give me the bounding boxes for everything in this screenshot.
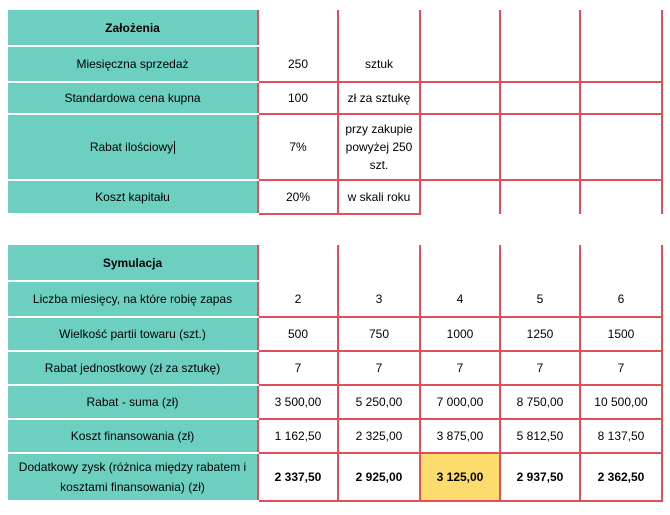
cell[interactable] (420, 180, 500, 214)
assumption-row (8, 114, 662, 180)
assumption-value[interactable]: 100 (258, 82, 338, 114)
simulation-value[interactable]: 7 (500, 351, 580, 385)
simulation-value[interactable]: 2 937,50 (500, 453, 580, 501)
cell[interactable] (258, 245, 338, 281)
cell[interactable] (420, 10, 500, 46)
simulation-value[interactable]: 5 (500, 281, 580, 317)
simulation-row (8, 281, 662, 317)
simulation-value[interactable]: 10 500,00 (580, 385, 662, 419)
assumptions-header-row (8, 10, 662, 46)
simulation-value[interactable]: 7 (338, 351, 420, 385)
cell[interactable] (420, 46, 500, 82)
cell[interactable] (500, 245, 580, 281)
assumption-row (8, 46, 662, 82)
simulation-value-highlighted[interactable]: 3 125,00 (420, 453, 500, 501)
cell[interactable] (500, 46, 580, 82)
simulation-label[interactable]: Dodatkowy zysk (różnica między rabatem i kosztami finansowania) (zł) (8, 453, 258, 501)
assumption-label[interactable]: Miesięczna sprzedaż (8, 46, 258, 82)
simulation-value[interactable]: 2 337,50 (258, 453, 338, 501)
assumption-unit[interactable]: zł za sztukę (338, 82, 420, 114)
cell[interactable] (580, 46, 662, 82)
assumption-label[interactable]: Koszt kapitału (8, 180, 258, 214)
simulation-value[interactable]: 2 925,00 (338, 453, 420, 501)
simulation-value[interactable]: 3 875,00 (420, 419, 500, 453)
simulation-value[interactable]: 3 500,00 (258, 385, 338, 419)
assumption-unit[interactable]: przy zakupie powyżej 250 szt. (338, 114, 420, 180)
simulation-value[interactable]: 8 137,50 (580, 419, 662, 453)
simulation-header-row (8, 245, 662, 281)
simulation-value[interactable]: 3 (338, 281, 420, 317)
simulation-value[interactable]: 7 000,00 (420, 385, 500, 419)
spreadsheet (8, 10, 668, 502)
cell[interactable] (580, 114, 662, 180)
cell[interactable] (338, 245, 420, 281)
cell[interactable] (580, 82, 662, 114)
cell[interactable] (420, 114, 500, 180)
assumption-value[interactable]: 20% (258, 180, 338, 214)
cell[interactable] (500, 82, 580, 114)
simulation-value[interactable]: 7 (580, 351, 662, 385)
simulation-table (8, 245, 663, 502)
simulation-row (8, 385, 662, 419)
simulation-value[interactable]: 7 (420, 351, 500, 385)
cell[interactable] (500, 10, 580, 46)
section-gap (8, 215, 668, 245)
assumption-unit[interactable]: w skali roku (338, 180, 420, 214)
cell[interactable] (580, 245, 662, 281)
simulation-row (8, 317, 662, 351)
assumption-label[interactable]: Standardowa cena kupna (8, 82, 258, 114)
assumptions-title[interactable]: Założenia (8, 10, 258, 46)
simulation-label[interactable]: Wielkość partii towaru (szt.) (8, 317, 258, 351)
cell[interactable] (420, 245, 500, 281)
cell[interactable] (338, 10, 420, 46)
simulation-value[interactable]: 6 (580, 281, 662, 317)
simulation-title[interactable]: Symulacja (8, 245, 258, 281)
simulation-value[interactable]: 2 (258, 281, 338, 317)
simulation-value[interactable]: 5 812,50 (500, 419, 580, 453)
cell[interactable] (580, 10, 662, 46)
simulation-label[interactable]: Koszt finansowania (zł) (8, 419, 258, 453)
simulation-row (8, 453, 662, 501)
simulation-label[interactable]: Rabat jednostkowy (zł za sztukę) (8, 351, 258, 385)
simulation-value[interactable]: 4 (420, 281, 500, 317)
simulation-value[interactable]: 1500 (580, 317, 662, 351)
assumption-label-cell[interactable] (8, 114, 258, 180)
assumption-row (8, 180, 662, 214)
cell[interactable] (258, 10, 338, 46)
assumption-value[interactable]: 7% (258, 114, 338, 180)
cell[interactable] (500, 114, 580, 180)
cell[interactable] (500, 180, 580, 214)
simulation-row (8, 419, 662, 453)
simulation-value[interactable]: 500 (258, 317, 338, 351)
cell[interactable] (420, 82, 500, 114)
simulation-value[interactable]: 7 (258, 351, 338, 385)
cell[interactable] (580, 180, 662, 214)
assumption-label: Rabat ilościowy (89, 139, 174, 154)
assumptions-table (8, 10, 663, 215)
simulation-label[interactable]: Liczba miesięcy, na które robię zapas (8, 281, 258, 317)
text-cursor (174, 141, 175, 154)
simulation-value[interactable]: 8 750,00 (500, 385, 580, 419)
simulation-label[interactable]: Rabat - suma (zł) (8, 385, 258, 419)
simulation-value[interactable]: 1 162,50 (258, 419, 338, 453)
simulation-value[interactable]: 1250 (500, 317, 580, 351)
simulation-value[interactable]: 2 325,00 (338, 419, 420, 453)
simulation-value[interactable]: 1000 (420, 317, 500, 351)
assumption-unit[interactable]: sztuk (338, 46, 420, 82)
simulation-row (8, 351, 662, 385)
assumption-value[interactable]: 250 (258, 46, 338, 82)
simulation-value[interactable]: 2 362,50 (580, 453, 662, 501)
assumption-row (8, 82, 662, 114)
simulation-value[interactable]: 750 (338, 317, 420, 351)
simulation-value[interactable]: 5 250,00 (338, 385, 420, 419)
